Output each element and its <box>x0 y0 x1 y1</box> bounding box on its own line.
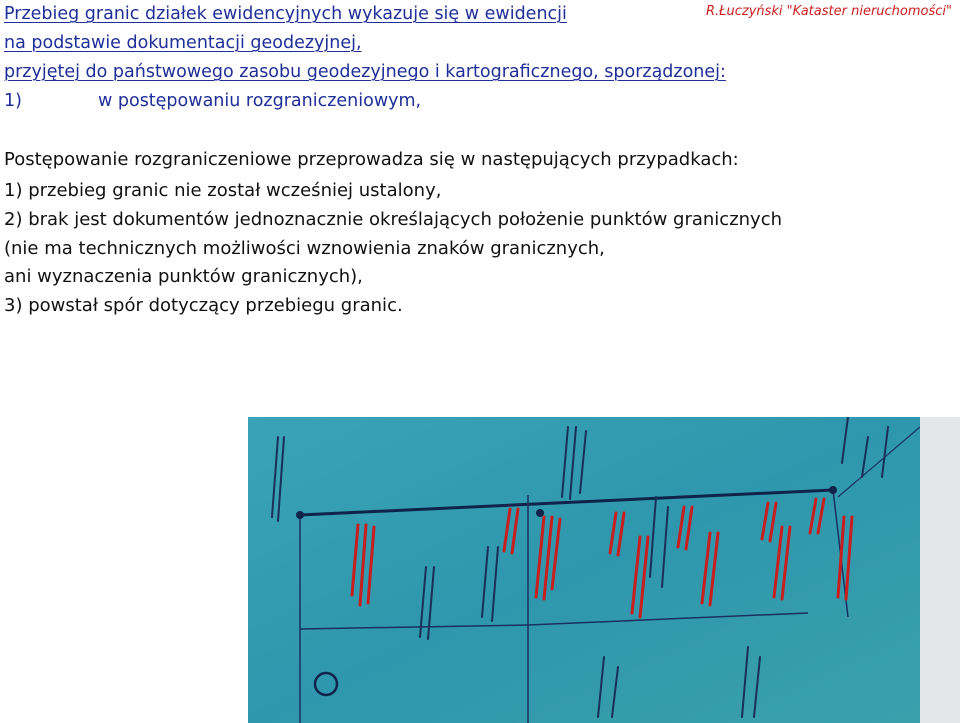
point-8 <box>536 509 544 517</box>
title-item-1 <box>4 91 421 111</box>
map-background <box>248 417 920 723</box>
item-number: 1) <box>4 91 22 111</box>
point-1 <box>296 511 304 519</box>
case-line-1: 1) przebieg granic nie został wcześniej ustalony, <box>4 180 442 201</box>
point-4 <box>829 486 837 494</box>
title-line-3: przyjętej do państwowego zasobu geodezyjnego i kartograficznego, sporządzonej: <box>4 62 726 82</box>
case-line-2: 2) brak jest dokumentów jednoznacznie określających położenie punktów granicznych <box>4 209 783 230</box>
photo-edge-strip <box>920 417 960 723</box>
item-text: w postępowaniu rozgraniczeniowym, <box>98 91 422 111</box>
title-line-2: na podstawie dokumentacji geodezyjnej, <box>4 33 362 53</box>
case-line-4: ani wyznaczenia punktów granicznych), <box>4 266 363 287</box>
case-line-3: (nie ma technicznych możliwości wznowienia znaków granicznych, <box>4 238 605 259</box>
title-line-1: Przebieg granic działek ewidencyjnych wykazuje się w ewidencji <box>4 4 567 24</box>
author-credit: R.Łuczyński "Kataster nieruchomości" <box>706 4 952 19</box>
cadastral-map-photo <box>248 417 920 723</box>
case-line-5: 3) powstał spór dotyczący przebiegu granic. <box>4 295 403 316</box>
procedure-intro: Postępowanie rozgraniczeniowe przeprowadza się w następujących przypadkach: <box>4 149 739 170</box>
